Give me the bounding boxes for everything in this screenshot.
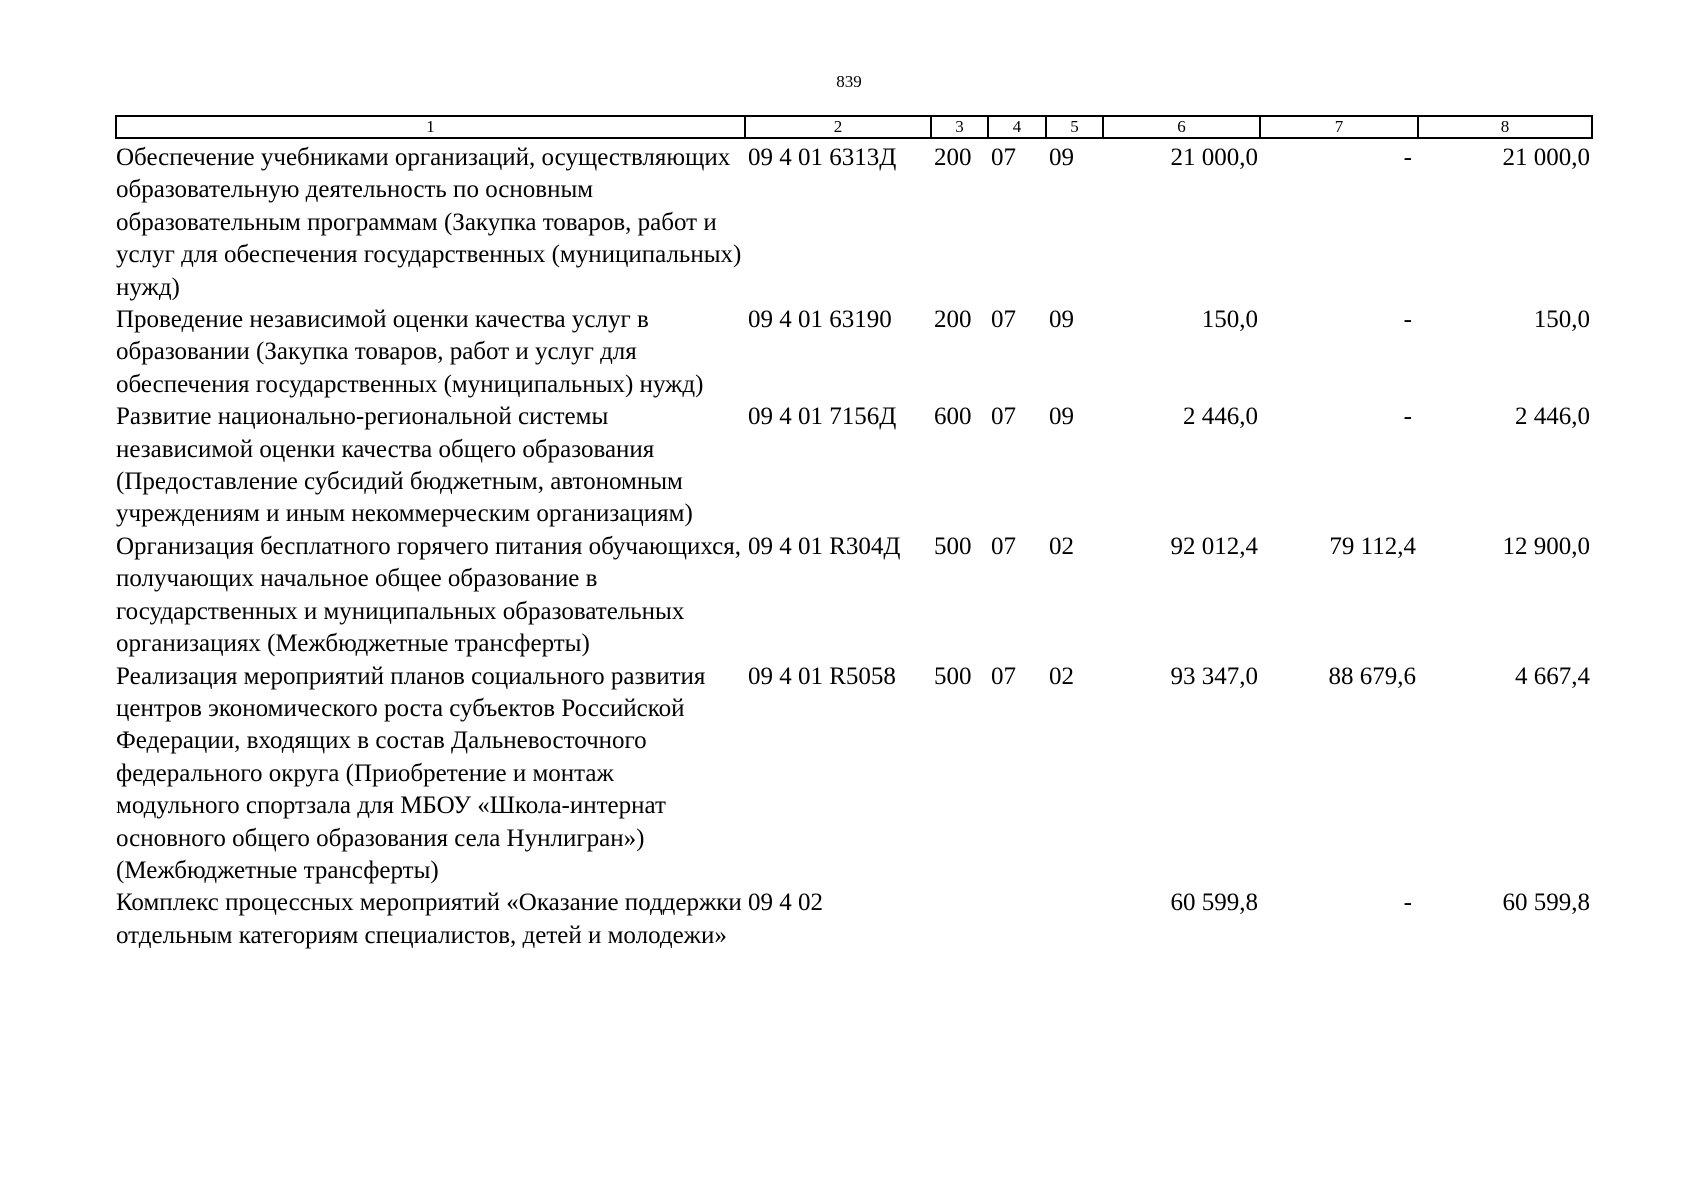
row-col-7: 79 112,4 <box>1329 532 1416 560</box>
row-col-4: 07 <box>991 532 1016 560</box>
column-header-5: 5 <box>1046 116 1103 138</box>
row-name: Реализация мероприятий планов социального развития центров экономического роста субъектов Российской Федерации, входящих в состав Дальневосточного федерального округа (Приобретение и монтаж модульного спортзала для МБОУ «Школа-интернат основного общего образования села Нунлигран») (Межбюджетные трансферты) <box>116 662 706 884</box>
row-col-6: 92 012,4 <box>1170 532 1258 560</box>
row-col-5: 09 <box>1049 144 1074 171</box>
row-col-8: 150,0 <box>1533 306 1590 334</box>
row-col-4: 07 <box>991 662 1016 690</box>
row-col-6: 21 000,0 <box>1170 144 1258 171</box>
row-col-3 <box>931 887 988 952</box>
row-col-8: 21 000,0 <box>1502 144 1590 171</box>
row-name: Развитие национально-региональной системы независимой оценки качества общего образования (Предоставление субсидий бюджетным, автономным учреждениям и иным некоммерческим организациям) <box>116 403 693 528</box>
row-name: Комплекс процессных мероприятий «Оказание поддержки отдельным категориям специалистов, детей и молодежи» <box>116 889 742 949</box>
column-header-4: 4 <box>988 116 1046 138</box>
row-col-7: - <box>1403 889 1412 917</box>
row-col-6: 60 599,8 <box>1170 889 1258 917</box>
row-code: 09 4 01 R5058 <box>748 662 896 690</box>
row-col-4: 07 <box>991 144 1016 171</box>
row-col-6: 2 446,0 <box>1183 403 1258 431</box>
row-code: 09 4 01 R304Д <box>748 532 901 560</box>
table-header <box>116 116 1592 138</box>
column-number-row <box>116 116 1592 138</box>
row-col-3: 200 <box>934 144 972 171</box>
row-col-4: 07 <box>991 403 1016 431</box>
row-col-7: - <box>1403 144 1412 171</box>
row-col-6: 93 347,0 <box>1170 662 1258 690</box>
row-col-4: 07 <box>991 306 1016 334</box>
table-row <box>116 304 1592 401</box>
table-body <box>116 138 1592 952</box>
row-name: Обеспечение учебниками организаций, осуществляющих образовательную деятельность по основным образовательным программам (Закупка товаров, работ и услуг для обеспечения государственных (муниципальных) нужд) <box>116 144 742 301</box>
column-header-7: 7 <box>1260 116 1418 138</box>
row-code: 09 4 02 <box>748 889 823 917</box>
row-col-3: 600 <box>934 403 972 431</box>
row-col-5: 09 <box>1049 403 1074 431</box>
row-col-7: - <box>1403 403 1412 431</box>
table-row <box>116 401 1592 531</box>
table-row <box>116 661 1592 888</box>
column-header-1: 1 <box>116 116 745 138</box>
row-code: 09 4 01 63190 <box>748 306 892 334</box>
row-name: Проведение независимой оценки качества услуг в образовании (Закупка товаров, работ и услуг для обеспечения государственных (муниципальных) нужд) <box>116 306 704 398</box>
column-header-3: 3 <box>931 116 988 138</box>
row-col-3: 200 <box>934 306 972 334</box>
row-col-7: - <box>1403 306 1412 334</box>
row-col-5: 02 <box>1049 662 1074 690</box>
table-row <box>116 138 1592 304</box>
row-col-3: 500 <box>934 532 972 560</box>
column-header-6: 6 <box>1103 116 1260 138</box>
budget-table <box>115 115 1593 952</box>
row-code: 09 4 01 7156Д <box>748 403 897 431</box>
row-col-5: 09 <box>1049 306 1074 334</box>
row-col-4 <box>988 887 1046 952</box>
table-row <box>116 531 1592 661</box>
row-col-8: 2 446,0 <box>1515 403 1590 431</box>
page-number: 839 <box>836 72 862 91</box>
row-col-8: 12 900,0 <box>1502 532 1590 560</box>
row-col-8: 4 667,4 <box>1515 662 1590 690</box>
column-header-2: 2 <box>745 116 931 138</box>
row-code: 09 4 01 6313Д <box>748 144 897 171</box>
row-col-5: 02 <box>1049 532 1074 560</box>
row-col-5 <box>1046 887 1103 952</box>
row-col-8: 60 599,8 <box>1502 889 1590 917</box>
table-row <box>116 887 1592 952</box>
column-header-8: 8 <box>1418 116 1592 138</box>
row-col-7: 88 679,6 <box>1328 662 1416 690</box>
row-name: Организация бесплатного горячего питания обучающихся, получающих начальное общее образование в государственных и муниципальных образовательных организациях (Межбюджетные трансферты) <box>116 532 741 658</box>
row-col-6: 150,0 <box>1201 306 1258 334</box>
row-col-3: 500 <box>934 662 972 690</box>
